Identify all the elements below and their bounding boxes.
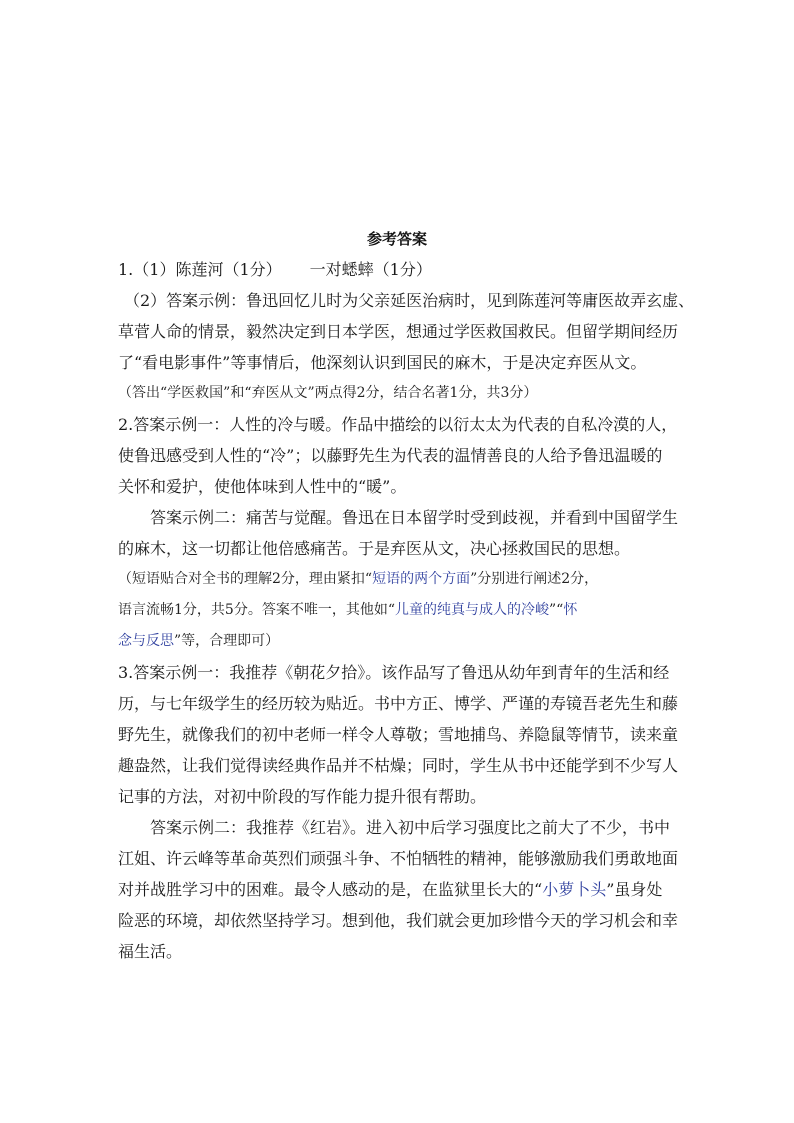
page-title: 参考答案 bbox=[366, 230, 427, 248]
q3-ex2-text: 对并战胜学习中的困难。最令人感动的是，在监狱里长大的“ bbox=[118, 880, 543, 899]
q2-scoring-text: 语言流畅1分，共5分。答案不唯一，其他如“ bbox=[118, 602, 395, 618]
q2-ex1-label: 2.答案示例一： bbox=[118, 415, 230, 434]
q1-part1-answer: 一对蟋蟀（1分） bbox=[309, 260, 432, 279]
q2-scoring-highlight: 念与反思 bbox=[118, 633, 174, 649]
q2-scoring-text: ”等，合理即可） bbox=[174, 633, 280, 649]
q2-ex1-line1 bbox=[118, 409, 680, 440]
q3-ex2-text: ”虽身处 bbox=[606, 880, 663, 899]
q3-ex2-line4: 险恶的环境，却依然坚持学习。想到他，我们就会更加珍惜今天的学习机会和幸 bbox=[118, 911, 679, 930]
q3-ex1-line1: 3.答案示例一：我推荐《朝花夕拾》。该作品写了鲁迅从幼年到青年的生活和经 bbox=[118, 663, 670, 682]
q3-ex1-line3: 野先生，就像我们的初中老师一样令人尊敬；雪地捕鸟、养隐鼠等情节，读来童 bbox=[118, 725, 679, 744]
q1-part1-line bbox=[118, 254, 680, 285]
q2-ex1-line3: 关怀和爱护，使他体味到人性中的“暖”。 bbox=[118, 477, 407, 496]
q3-ex2-line5: 福生活。 bbox=[118, 942, 183, 961]
q3-ex1-line4: 趣盎然，让我们觉得读经典作品并不枯燥；同时，学生从书中还能学到不少写人 bbox=[118, 756, 679, 775]
q2-ex1-line2: 使鲁迅感受到人性的“冷”；以藤野先生为代表的温情善良的人给予鲁迅温暖的 bbox=[118, 446, 663, 465]
answer-content bbox=[118, 254, 695, 967]
q2-ex2-line2: 的麻木，这一切都让他倍感痛苦。于是弃医从文，决心拯救国民的思想。 bbox=[118, 539, 631, 558]
q1-part1-label: 1.（1）陈莲河（1分） bbox=[118, 260, 282, 279]
q3-ex2-highlight: 小萝卜头 bbox=[542, 880, 607, 899]
q2-ex1-line1-text: 人性的冷与暖。作品中描绘的以衍太太为代表的自私冷漠的人， bbox=[229, 415, 678, 434]
q2-scoring-text: ”分别进行阐述2分， bbox=[470, 571, 599, 587]
q2-scoring-line1 bbox=[118, 564, 680, 595]
q3-ex2-line2: 江姐、许云峰等革命英烈们顽强斗争、不怕牺牲的精神，能够激励我们勇敢地面 bbox=[118, 849, 679, 868]
q1-part2-line2: 草菅人命的情景，毅然决定到日本学医，想通过学医救国救民。但留学期间经历 bbox=[118, 322, 679, 341]
q2-scoring-text: ”“ bbox=[548, 602, 564, 618]
q2-scoring-line3 bbox=[118, 626, 680, 657]
q2-scoring-line2 bbox=[118, 595, 680, 626]
q1-part2-line1: （2）答案示例：鲁迅回忆儿时为父亲延医治病时，见到陈莲河等庸医故弄玄虚、 bbox=[124, 291, 695, 310]
q2-ex2-line1: 答案示例二：痛苦与觉醒。鲁迅在日本留学时受到歧视，并看到中国留学生 bbox=[150, 508, 679, 527]
q2-scoring-text: （短语贴合对全书的理解2分，理由紧扣“ bbox=[118, 571, 373, 587]
q2-scoring-highlight: 儿童的纯真与成人的冷峻 bbox=[394, 602, 549, 618]
q2-scoring-highlight: 怀 bbox=[563, 602, 578, 618]
q3-ex2-line1: 答案示例二：我推荐《红岩》。进入初中后学习强度比之前大了不少，书中 bbox=[150, 818, 671, 837]
q1-part2-line3: 了“看电影事件”等事情后，他深刻认识到国民的麻木，于是决定弃医从文。 bbox=[118, 353, 647, 372]
q1-scoring-note: （答出“学医救国”和“弃医从文”两点得2分，结合名著1分，共3分） bbox=[118, 385, 538, 401]
q3-ex2-line3 bbox=[118, 874, 680, 905]
q3-ex1-line2: 历，与七年级学生的经历较为贴近。书中方正、博学、严谨的寿镜吾老先生和藤 bbox=[118, 694, 679, 713]
q2-scoring-highlight: 短语的两个方面 bbox=[372, 571, 471, 587]
q3-ex1-line5: 记事的方法，对初中阶段的写作能力提升很有帮助。 bbox=[118, 787, 487, 806]
